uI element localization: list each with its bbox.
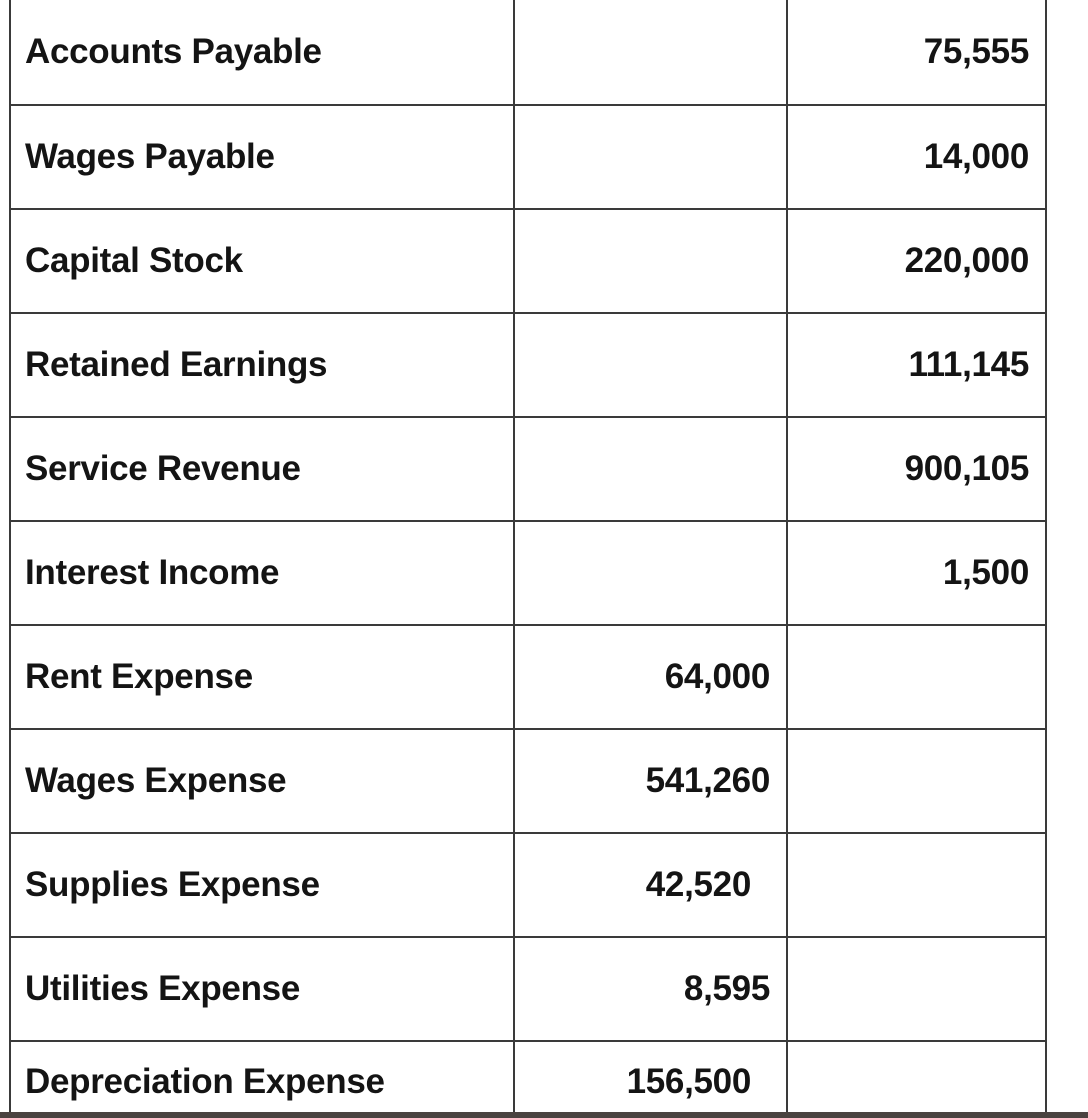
debit-amount: 8,595	[514, 937, 787, 1041]
debit-amount: 541,260	[514, 729, 787, 833]
debit-amount	[514, 417, 787, 521]
account-name: Accounts Payable	[10, 0, 514, 105]
account-name: Retained Earnings	[10, 313, 514, 417]
debit-amount: 42,520	[514, 833, 787, 937]
credit-amount: 220,000	[787, 209, 1046, 313]
bottom-edge-bar	[0, 1112, 1088, 1118]
account-name: Rent Expense	[10, 625, 514, 729]
credit-amount: 75,555	[787, 0, 1046, 105]
trial-balance-table	[9, 0, 1047, 1118]
table-row	[10, 417, 1046, 521]
account-name: Service Revenue	[10, 417, 514, 521]
table-row	[10, 1041, 1046, 1118]
debit-amount: 64,000	[514, 625, 787, 729]
debit-amount	[514, 105, 787, 209]
table-row	[10, 521, 1046, 625]
credit-amount	[787, 625, 1046, 729]
table-row	[10, 105, 1046, 209]
debit-amount	[514, 0, 787, 105]
account-name: Depreciation Expense	[10, 1041, 514, 1118]
debit-amount: 156,500	[514, 1041, 787, 1118]
account-name: Wages Expense	[10, 729, 514, 833]
credit-amount	[787, 833, 1046, 937]
credit-amount	[787, 937, 1046, 1041]
account-name: Utilities Expense	[10, 937, 514, 1041]
table-row	[10, 833, 1046, 937]
account-name: Interest Income	[10, 521, 514, 625]
credit-amount: 111,145	[787, 313, 1046, 417]
account-name: Capital Stock	[10, 209, 514, 313]
table-row	[10, 0, 1046, 105]
table-row	[10, 937, 1046, 1041]
debit-amount	[514, 313, 787, 417]
debit-amount	[514, 521, 787, 625]
table-row	[10, 313, 1046, 417]
debit-amount	[514, 209, 787, 313]
table-row	[10, 729, 1046, 833]
table-row	[10, 625, 1046, 729]
credit-amount: 14,000	[787, 105, 1046, 209]
account-name: Supplies Expense	[10, 833, 514, 937]
credit-amount	[787, 729, 1046, 833]
credit-amount: 1,500	[787, 521, 1046, 625]
table-row	[10, 209, 1046, 313]
account-name: Wages Payable	[10, 105, 514, 209]
credit-amount: 900,105	[787, 417, 1046, 521]
credit-amount	[787, 1041, 1046, 1118]
